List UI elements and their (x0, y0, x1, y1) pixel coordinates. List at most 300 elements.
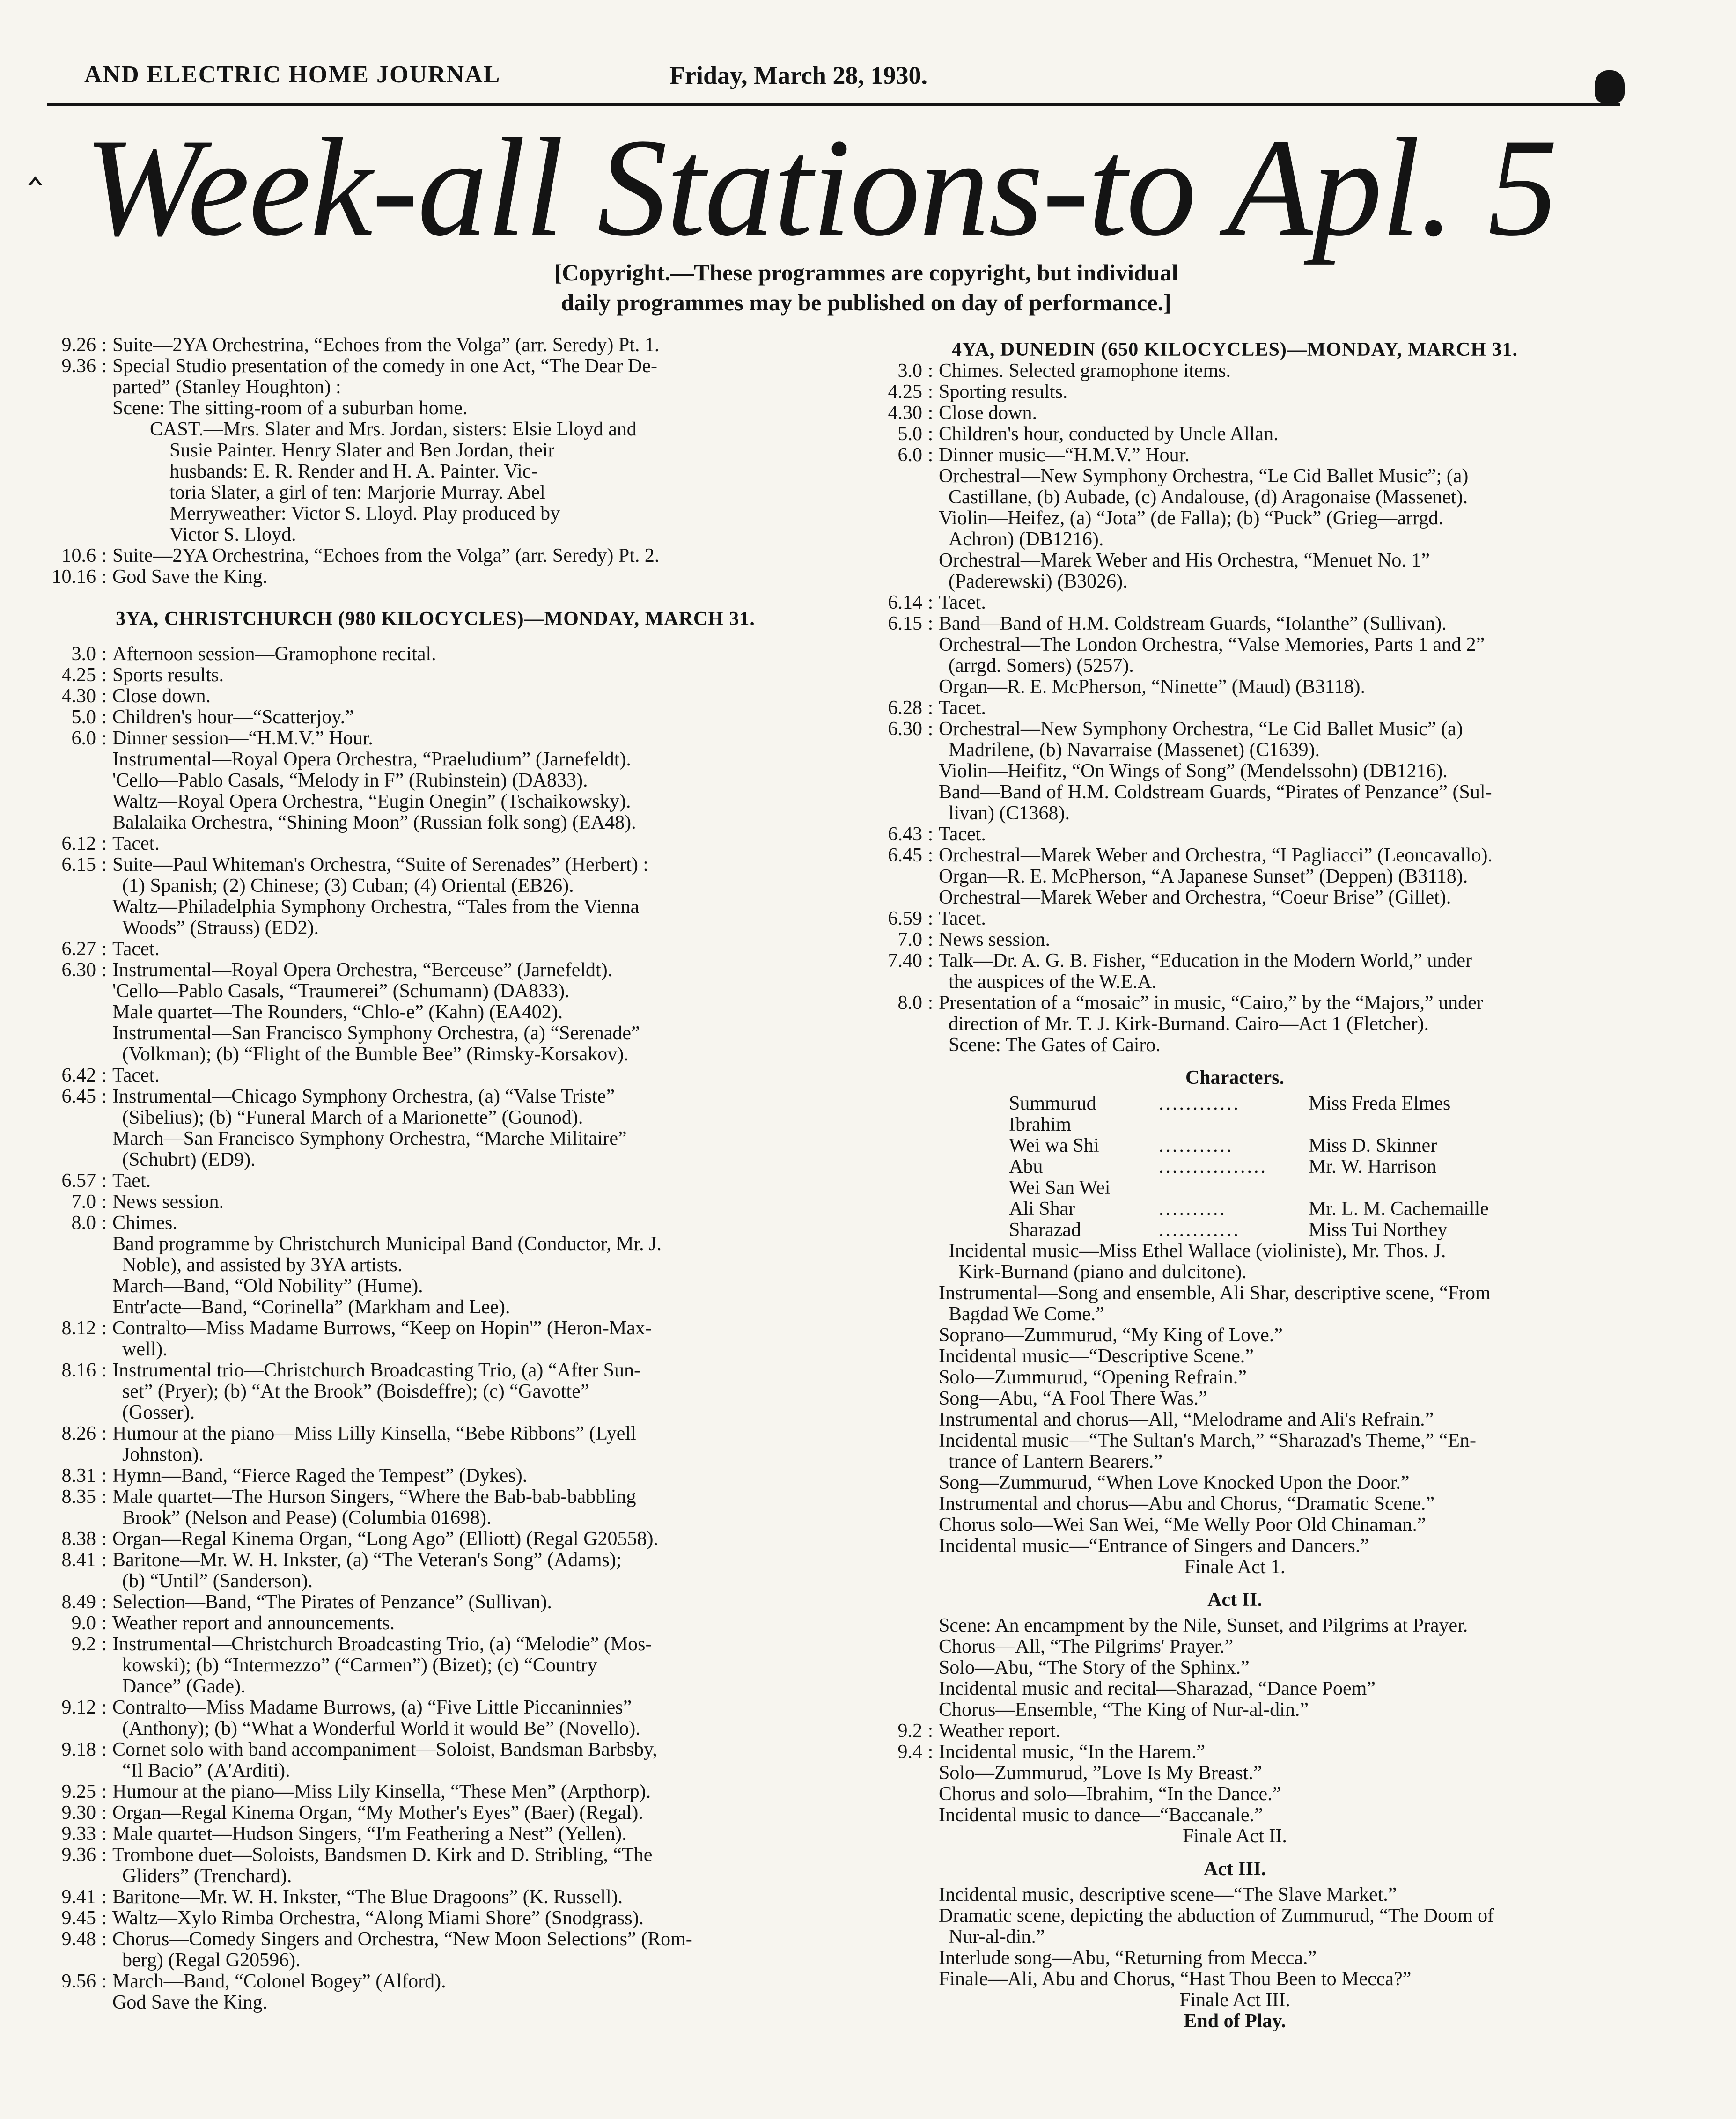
entry-continuation: berg) (Regal G20596). (112, 1950, 301, 1971)
time-colon: : (101, 959, 107, 981)
entry-continuation: Solo—Zummurud, ”Love Is My Breast.” (939, 1762, 1262, 1784)
entry-text: Tacet. (112, 833, 160, 854)
character-name: Summurud (1009, 1093, 1096, 1114)
time-colon: : (101, 1886, 107, 1908)
time-colon: : (101, 334, 107, 356)
masthead (47, 52, 1620, 108)
time-colon: : (927, 402, 934, 424)
entry-time: 9.0 (71, 1612, 96, 1634)
programme-entry (37, 1318, 833, 1339)
entry-time: 6.45 (61, 1086, 96, 1107)
programme-entry (864, 613, 1606, 634)
entry-text: Humour at the piano—Miss Lily Kinsella, “These Men” (Arpthorp). (112, 1781, 651, 1803)
time-colon: : (927, 381, 934, 403)
programme-entry (37, 939, 833, 960)
entry-continuation: Gliders” (Trenchard). (112, 1865, 292, 1887)
entry-continuation: Incidental music, descriptive scene—“The Slave Market.” (939, 1884, 1397, 1906)
entry-continuation: trance of Lantern Bearers.” (939, 1451, 1163, 1472)
station-heading: 3YA, CHRISTCHURCH (980 KILOCYCLES)—MONDAY, MARCH 31. (116, 608, 755, 630)
cast-line: Victor S. Lloyd. (150, 524, 296, 545)
programme-entry (37, 1845, 833, 1866)
character-row (864, 1156, 1606, 1177)
time-colon: : (101, 1633, 107, 1655)
time-colon: : (101, 1212, 107, 1234)
time-colon: : (101, 664, 107, 686)
entry-continuation: Achron) (DB1216). (939, 529, 1104, 550)
entry-text: Male quartet—The Hurson Singers, “Where the Bab-bab-babbling (112, 1486, 636, 1508)
entry-continuation: (Schubrt) (ED9). (112, 1149, 256, 1170)
entry-time: 6.30 (61, 959, 96, 981)
entry-text: Male quartet—Hudson Singers, “I'm Feathering a Nest” (Yellen). (112, 1823, 627, 1845)
time-colon: : (927, 423, 934, 445)
entry-time: 4.25 (61, 664, 96, 686)
programme-entry (37, 1739, 833, 1760)
time-colon: : (927, 929, 934, 950)
cast-line: Susie Painter. Henry Slater and Ben Jordan, their (150, 440, 555, 461)
entry-time: 4.25 (888, 381, 922, 403)
entry-time: 5.0 (897, 423, 922, 445)
entry-time: 6.14 (888, 592, 922, 613)
entry-text: Contralto—Miss Madame Burrows, (a) “Five Little Piccaninnies” (112, 1697, 632, 1718)
entry-text: Suite—2YA Orchestrina, “Echoes from the Volga” (arr. Seredy) Pt. 1. (112, 334, 660, 356)
entry-continuation: 'Cello—Pablo Casals, “Traumerei” (Schumann) (DA833). (112, 980, 570, 1002)
character-name: Wei San Wei (1009, 1177, 1111, 1199)
entry-continuation: Nur-al-din.” (939, 1926, 1045, 1948)
entry-continuation: Woods” (Strauss) (ED2). (112, 917, 319, 939)
entry-text: Hymn—Band, “Fierce Raged the Tempest” (Dykes). (112, 1465, 528, 1486)
entry-continuation: Orchestral—New Symphony Orchestra, “Le Cid Ballet Music”; (a) (939, 465, 1469, 487)
entry-text: Tacet. (112, 1065, 160, 1086)
programme-entry (37, 1065, 833, 1086)
act-finale: Finale Act III. (1179, 1989, 1290, 2011)
entry-continuation: Violin—Heifitz, “On Wings of Song” (Mendelssohn) (DB1216). (939, 760, 1448, 782)
entry-text: News session. (939, 929, 1050, 950)
programme-entry (37, 1360, 833, 1381)
entry-continuation: Instrumental and chorus—All, “Melodrame and Ali's Refrain.” (939, 1409, 1434, 1430)
time-colon: : (927, 824, 934, 845)
entry-text: Suite—2YA Orchestrina, “Echoes from the Volga” (arr. Seredy) Pt. 2. (112, 545, 660, 567)
time-colon: : (101, 1697, 107, 1718)
entry-time: 6.0 (897, 444, 922, 466)
entry-time: 8.31 (61, 1465, 96, 1486)
time-colon: : (927, 444, 934, 466)
station-heading: 4YA, DUNEDIN (650 KILOCYCLES)—MONDAY, MARCH 31. (951, 339, 1518, 361)
entry-continuation: Song—Zummurud, “When Love Knocked Upon the Door.” (939, 1472, 1410, 1494)
programme-entry (37, 1971, 833, 1992)
entry-time: 3.0 (71, 643, 96, 665)
programme-entry (37, 1781, 833, 1803)
entry-text: Incidental music, “In the Harem.” (939, 1741, 1206, 1763)
entry-text: Humour at the piano—Miss Lilly Kinsella, “Bebe Ribbons” (Lyell (112, 1423, 636, 1444)
programme-entry (37, 356, 833, 377)
programme-entry (864, 382, 1606, 403)
time-colon: : (101, 938, 107, 960)
entry-continuation: Band—Band of H.M. Coldstream Guards, “Pirates of Penzance” (Sul- (939, 781, 1492, 803)
entry-text: Taet. (112, 1170, 151, 1192)
copyright-line: daily programmes may be published on day of performance.] (561, 289, 1171, 316)
programme-entry (864, 445, 1606, 466)
entry-time: 6.0 (71, 728, 96, 749)
time-colon: : (101, 833, 107, 854)
masthead-rule (47, 103, 1620, 106)
performer-name (1309, 1114, 1606, 1135)
entry-text: Weather report and announcements. (112, 1612, 395, 1634)
time-colon: : (101, 1086, 107, 1107)
entry-text: March—Band, “Colonel Bogey” (Alford). (112, 1971, 446, 1992)
issue-date: Friday, March 28, 1930. (669, 61, 927, 89)
entry-time: 8.26 (61, 1423, 96, 1444)
programme-entry (37, 1529, 833, 1550)
programme-entry (37, 1887, 833, 1908)
entry-continuation: Soprano—Zummurud, “My King of Love.” (939, 1324, 1283, 1346)
programme-entry (864, 403, 1606, 424)
entry-time: 6.57 (61, 1170, 96, 1192)
programme-entry (864, 1742, 1606, 1763)
programme-entry (37, 545, 833, 567)
entry-time: 8.38 (61, 1528, 96, 1550)
character-name: Ali Shar (1009, 1198, 1075, 1220)
entry-continuation: Waltz—Philadelphia Symphony Orchestra, “Tales from the Vienna (112, 896, 640, 918)
entry-continuation: set” (Pryer); (b) “At the Brook” (Boisdeffre); (c) “Gavotte” (112, 1381, 589, 1402)
programme-entry (37, 335, 833, 356)
entry-time: 9.36 (61, 1844, 96, 1866)
entry-continuation: Instrumental—Song and ensemble, Ali Shar, descriptive scene, “From (939, 1282, 1491, 1304)
entry-continuation: Bagdad We Come.” (939, 1303, 1104, 1325)
programme-entry (37, 1929, 833, 1950)
programme-entry (37, 1824, 833, 1845)
entry-continuation: Band programme by Christchurch Municipal Band (Conductor, Mr. J. (112, 1233, 662, 1255)
entry-continuation: Scene: An encampment by the Nile, Sunset, and Pilgrims at Prayer. (939, 1615, 1468, 1636)
performer-name: Mr. L. M. Cachemaille (1309, 1198, 1489, 1220)
entry-continuation: direction of Mr. T. J. Kirk-Burnand. Cairo—Act 1 (Fletcher). (939, 1013, 1429, 1035)
time-colon: : (927, 697, 934, 719)
programme-entry (864, 929, 1606, 950)
act-finale: Finale Act 1. (1184, 1556, 1286, 1578)
time-colon: : (101, 1065, 107, 1086)
performer-name: Mr. W. Harrison (1309, 1156, 1436, 1177)
entry-text: Close down. (112, 685, 211, 707)
entry-continuation: Interlude song—Abu, “Returning from Mecca.” (939, 1947, 1317, 1969)
bird-mark-icon: ‸ (28, 138, 43, 184)
entry-text: Special Studio presentation of the comedy in one Act, “The Dear De- (112, 355, 657, 377)
programme-entry (864, 824, 1606, 845)
programme-entry (37, 567, 833, 588)
journal-title: AND ELECTRIC HOME JOURNAL (84, 61, 501, 88)
time-colon: : (927, 1720, 934, 1742)
headline: Week-all Stations-to Apl. 5 (84, 110, 1557, 265)
programme-entry (37, 960, 833, 981)
programme-entry (37, 707, 833, 728)
entry-text: Organ—Regal Kinema Organ, “My Mother's Eyes” (Baer) (Regal). (112, 1802, 643, 1824)
entry-text: Sports results. (112, 664, 224, 686)
character-row (864, 1114, 1606, 1135)
time-colon: : (927, 908, 934, 929)
cast-line: toria Slater, a girl of ten: Marjorie Murray. Abel (150, 482, 545, 503)
time-colon: : (101, 728, 107, 749)
programme-entry (864, 361, 1606, 382)
programme-entry (864, 993, 1606, 1014)
entry-time: 6.15 (888, 613, 922, 634)
entry-text: Close down. (939, 402, 1037, 424)
time-colon: : (101, 545, 107, 567)
entry-time: 6.15 (61, 854, 96, 876)
programme-entry (37, 1634, 833, 1655)
cast-line: CAST.—Mrs. Slater and Mrs. Jordan, sisters: Elsie Lloyd and (150, 419, 637, 440)
entry-text: Organ—Regal Kinema Organ, “Long Ago” (Elliott) (Regal G20558). (112, 1528, 659, 1550)
entry-continuation: Incidental music—“Descriptive Scene.” (939, 1346, 1254, 1367)
character-name: Sharazad (1009, 1219, 1081, 1241)
entry-continuation: Castillane, (b) Aubade, (c) Andalouse, (d) Aragonaise (Massenet). (939, 486, 1468, 508)
entry-time: 9.12 (61, 1697, 96, 1718)
programme-entry (37, 1550, 833, 1571)
entry-text: Tacet. (112, 938, 160, 960)
left-column (37, 335, 833, 2013)
time-colon: : (101, 643, 107, 665)
entry-text: Suite—Paul Whiteman's Orchestra, “Suite of Serenades” (Herbert) : (112, 854, 649, 876)
entry-text: Instrumental—Christchurch Broadcasting Trio, (a) “Melodie” (Mos- (112, 1633, 652, 1655)
entry-continuation: (Paderewski) (B3026). (939, 571, 1128, 592)
character-row (864, 1177, 1606, 1199)
entry-continuation: “Il Bacio” (A'Arditi). (112, 1760, 290, 1781)
programme-entry (37, 1213, 833, 1234)
entry-continuation: Instrumental—San Francisco Symphony Orchestra, (a) “Serenade” (112, 1023, 640, 1044)
entry-continuation: Chorus and solo—Ibrahim, “In the Dance.” (939, 1783, 1281, 1805)
time-colon: : (101, 685, 107, 707)
time-colon: : (101, 1823, 107, 1845)
entry-time: 9.4 (897, 1741, 922, 1763)
programme-entry (37, 1465, 833, 1486)
entry-text: Dinner music—“H.M.V.” Hour. (939, 444, 1190, 466)
entry-continuation: 'Cello—Pablo Casals, “Melody in F” (Rubinstein) (DA833). (112, 770, 588, 791)
entry-text: Band—Band of H.M. Coldstream Guards, “Iolanthe” (Sullivan). (939, 613, 1447, 634)
entry-time: 9.30 (61, 1802, 96, 1824)
entry-continuation: Orchestral—The London Orchestra, “Valse Memories, Parts 1 and 2” (939, 634, 1485, 655)
character-name: Abu (1009, 1156, 1043, 1177)
entry-continuation: Madrilene, (b) Navarraise (Massenet) (C1639). (939, 739, 1320, 761)
entry-text: Tacet. (939, 908, 986, 929)
entry-continuation: Solo—Abu, “The Story of the Sphinx.” (939, 1657, 1250, 1678)
programme-entry (37, 1697, 833, 1718)
entry-text: Presentation of a “mosaic” in music, “Cairo,” by the “Majors,” under (939, 992, 1483, 1014)
character-name: Wei wa Shi (1009, 1135, 1099, 1156)
cast-line: husbands: E. R. Render and H. A. Painter. Vic- (150, 461, 538, 482)
entry-continuation: Incidental music—“The Sultan's March,” “Sharazad's Theme,” “En- (939, 1430, 1476, 1451)
time-colon: : (101, 1549, 107, 1571)
entry-time: 9.25 (61, 1781, 96, 1803)
time-colon: : (101, 566, 107, 588)
entry-continuation: livan) (C1368). (939, 802, 1070, 824)
entry-continuation: God Save the King. (112, 1992, 268, 2013)
entry-continuation: March—San Francisco Symphony Orchestra, “Marche Militaire” (112, 1128, 627, 1149)
performer-name: Miss Tui Northey (1309, 1219, 1448, 1241)
time-colon: : (101, 1486, 107, 1508)
entry-continuation: (Volkman); (b) “Flight of the Bumble Bee” (Rimsky-Korsakov). (112, 1044, 629, 1065)
programme-entry (37, 728, 833, 749)
entry-continuation: Kirk-Burnand (piano and dulcitone). (939, 1261, 1247, 1283)
entry-continuation: (1) Spanish; (2) Chinese; (3) Cuban; (4) Oriental (EB26). (112, 875, 574, 897)
entry-continuation: Incidental music—“Entrance of Singers and Dancers.” (939, 1535, 1369, 1557)
time-colon: : (101, 854, 107, 876)
time-colon: : (101, 1170, 107, 1192)
entry-time: 8.12 (61, 1317, 96, 1339)
time-colon: : (101, 1465, 107, 1486)
character-row (864, 1135, 1606, 1156)
entry-time: 9.56 (61, 1971, 96, 1992)
time-colon: : (927, 718, 934, 740)
time-colon: : (101, 1591, 107, 1613)
entry-continuation: kowski); (b) “Intermezzo” (“Carmen”) (Bizet); (c) “Country (112, 1655, 597, 1676)
entry-continuation: March—Band, “Old Nobility” (Hume). (112, 1275, 423, 1297)
time-colon: : (101, 1928, 107, 1950)
entry-time: 6.43 (888, 824, 922, 845)
entry-continuation: Scene: The sitting-room of a suburban home. (112, 397, 468, 419)
leader-dots: ........... (1159, 1135, 1234, 1156)
entry-continuation: Orchestral—Marek Weber and His Orchestra, “Menuet No. 1” (939, 550, 1430, 571)
section-heading: Act II. (1207, 1589, 1262, 1611)
entry-time: 9.48 (61, 1928, 96, 1950)
time-colon: : (101, 1844, 107, 1866)
act-finale: Finale Act II. (1183, 1825, 1287, 1847)
programme-entry (37, 1423, 833, 1444)
entry-time: 7.40 (888, 950, 922, 971)
time-colon: : (101, 1612, 107, 1634)
performer-name (1309, 1177, 1606, 1199)
entry-continuation: Dramatic scene, depicting the abduction of Zummurud, “The Doom of (939, 1905, 1494, 1927)
entry-time: 6.30 (888, 718, 922, 740)
time-colon: : (101, 1907, 107, 1929)
entry-text: Chimes. (112, 1212, 177, 1234)
entry-text: Instrumental—Royal Opera Orchestra, “Berceuse” (Jarnefeldt). (112, 959, 613, 981)
entry-continuation: (Gosser). (112, 1402, 195, 1423)
character-row (864, 1093, 1606, 1114)
character-row (864, 1220, 1606, 1241)
entry-text: Orchestral—Marek Weber and Orchestra, “I Pagliacci” (Leoncavallo). (939, 845, 1493, 866)
programme-entry (864, 424, 1606, 445)
programme-entry (864, 698, 1606, 719)
entry-time: 6.27 (61, 938, 96, 960)
time-colon: : (101, 706, 107, 728)
entry-text: Chimes. Selected gramophone items. (939, 360, 1231, 382)
entry-continuation: Waltz—Royal Opera Orchestra, “Eugin Onegin” (Tschaikowsky). (112, 791, 631, 812)
entry-continuation: Scene: The Gates of Cairo. (939, 1034, 1161, 1056)
time-colon: : (927, 950, 934, 971)
performer-name: Miss Freda Elmes (1309, 1093, 1451, 1114)
entry-continuation: Incidental music—Miss Ethel Wallace (violiniste), Mr. Thos. J. (939, 1240, 1446, 1262)
leader-dots (1159, 1114, 1309, 1135)
programme-entry (37, 1803, 833, 1824)
entry-time: 9.2 (897, 1720, 922, 1742)
entry-time: 8.16 (61, 1360, 96, 1381)
programme-entry (37, 1170, 833, 1192)
entry-continuation: Organ—R. E. McPherson, “A Japanese Sunset” (Deppen) (B3118). (939, 866, 1468, 887)
time-colon: : (927, 360, 934, 382)
character-row (864, 1199, 1606, 1220)
time-colon: : (101, 1781, 107, 1803)
entry-continuation: Incidental music and recital—Sharazad, “Dance Poem” (939, 1678, 1376, 1700)
leader-dots (1159, 1177, 1309, 1199)
entry-time: 6.12 (61, 833, 96, 854)
entry-time: 9.26 (61, 334, 96, 356)
entry-continuation: (Anthony); (b) “What a Wonderful World it would Be” (Novello). (112, 1718, 640, 1739)
copyright-line: [Copyright.—These programmes are copyright, but individual (554, 259, 1178, 286)
cast-line: Merryweather: Victor S. Lloyd. Play produced by (150, 503, 560, 524)
time-colon: : (927, 613, 934, 634)
time-colon: : (101, 1802, 107, 1824)
programme-entry (37, 686, 833, 707)
entry-text: Orchestral—New Symphony Orchestra, “Le Cid Ballet Music” (a) (939, 718, 1463, 740)
entry-text: Waltz—Xylo Rimba Orchestra, “Along Miami Shore” (Snodgrass). (112, 1907, 644, 1929)
entry-text: Sporting results. (939, 381, 1068, 403)
entry-continuation: well). (112, 1339, 168, 1360)
entry-text: Instrumental—Chicago Symphony Orchestra, (a) “Valse Triste” (112, 1086, 615, 1107)
entry-time: 9.33 (61, 1823, 96, 1845)
time-colon: : (927, 992, 934, 1014)
programme-entry (37, 854, 833, 876)
programme-entry (37, 1086, 833, 1107)
programme-entry (37, 1592, 833, 1613)
entry-time: 10.16 (51, 566, 96, 588)
entry-time: 8.41 (61, 1549, 96, 1571)
programme-entry (864, 845, 1606, 866)
programme-entry (37, 833, 833, 854)
entry-time: 8.35 (61, 1486, 96, 1508)
entry-continuation: Finale—Ali, Abu and Chorus, “Hast Thou Been to Mecca?” (939, 1968, 1412, 1990)
time-colon: : (101, 1528, 107, 1550)
leader-dots: ............ (1159, 1219, 1240, 1241)
entry-text: Talk—Dr. A. G. B. Fisher, “Education in the Modern World,” under (939, 950, 1472, 971)
entry-text: Tacet. (939, 592, 986, 613)
entry-continuation: Chorus—Ensemble, “The King of Nur-al-din.” (939, 1699, 1309, 1721)
entry-time: 7.0 (71, 1191, 96, 1213)
entry-time: 8.0 (71, 1212, 96, 1234)
entry-time: 9.18 (61, 1739, 96, 1760)
entry-text: Trombone duet—Soloists, Bandsmen D. Kirk and D. Stribling, “The (112, 1844, 653, 1866)
entry-continuation: (b) “Until” (Sanderson). (112, 1570, 313, 1592)
entry-text: Afternoon session—Gramophone recital. (112, 643, 436, 665)
entry-continuation: Organ—R. E. McPherson, “Ninette” (Maud) (B3118). (939, 676, 1365, 698)
right-column (864, 339, 1606, 2032)
entry-continuation: Violin—Heifez, (a) “Jota” (de Falla); (b) “Puck” (Grieg—arrgd. (939, 508, 1443, 529)
time-colon: : (101, 1360, 107, 1381)
programme-entry (864, 1721, 1606, 1742)
entry-text: Tacet. (939, 824, 986, 845)
entry-continuation: Chorus solo—Wei San Wei, “Me Welly Poor Old Chinaman.” (939, 1514, 1426, 1536)
entry-time: 8.49 (61, 1591, 96, 1613)
programme-entry (37, 1613, 833, 1634)
programme-entry (864, 950, 1606, 971)
programme-entry (37, 644, 833, 665)
entry-text: Chorus—Comedy Singers and Orchestra, “New Moon Selections” (Rom- (112, 1928, 692, 1950)
entry-text: News session. (112, 1191, 224, 1213)
time-colon: : (101, 1739, 107, 1760)
entry-text: God Save the King. (112, 566, 268, 588)
time-colon: : (927, 845, 934, 866)
time-colon: : (101, 1191, 107, 1213)
entry-continuation: Instrumental and chorus—Abu and Chorus, “Dramatic Scene.” (939, 1493, 1435, 1515)
entry-time: 8.0 (897, 992, 922, 1014)
entry-text: Children's hour, conducted by Uncle Allan. (939, 423, 1279, 445)
entry-continuation: Dance” (Gade). (112, 1676, 246, 1697)
programme-entry (37, 1486, 833, 1508)
leader-dots: ................ (1159, 1156, 1267, 1177)
entry-text: Baritone—Mr. W. H. Inkster, (a) “The Veteran's Song” (Adams); (112, 1549, 622, 1571)
entry-text: Baritone—Mr. W. H. Inkster, “The Blue Dragoons” (K. Russell). (112, 1886, 623, 1908)
entry-time: 3.0 (897, 360, 922, 382)
entry-time: 6.45 (888, 845, 922, 866)
copyright-notice (468, 258, 1264, 317)
entry-continuation: Brook” (Nelson and Pease) (Columbia 01698). (112, 1507, 492, 1529)
entry-continuation: Balalaika Orchestra, “Shining Moon” (Russian folk song) (EA48). (112, 812, 636, 833)
